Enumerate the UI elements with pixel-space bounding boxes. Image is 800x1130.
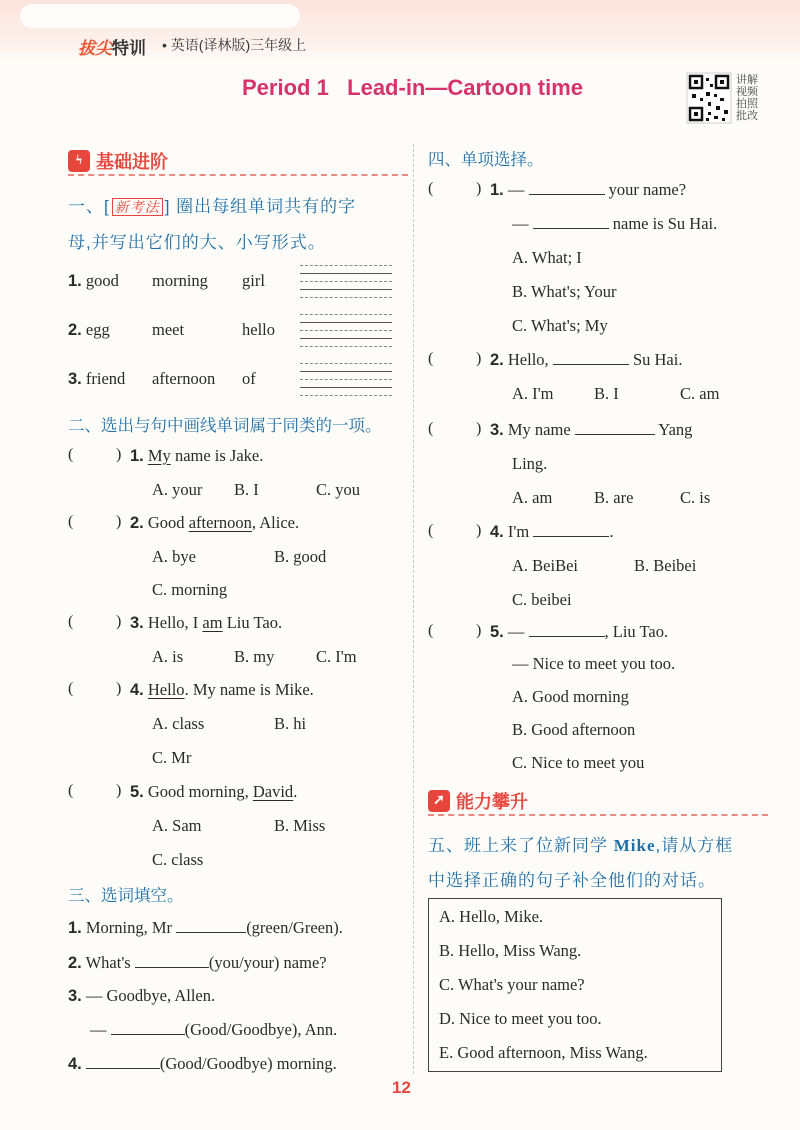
section-ability: ➚ 能力攀升 xyxy=(428,788,768,816)
blank-input[interactable] xyxy=(529,622,605,637)
qr-code-icon[interactable] xyxy=(686,72,732,124)
q1-title: 一、[ 新考法 ] 圈出每组单词共有的字 xyxy=(68,197,357,216)
option-c: C. What's your name? xyxy=(439,975,585,994)
page-title: Period 1 Lead-in—Cartoon time xyxy=(242,75,584,100)
q3-line-1: 1. Morning, Mr (green/Green). xyxy=(68,918,343,937)
blank-input[interactable] xyxy=(111,1020,185,1035)
q4-title: 四、单项选择。 xyxy=(428,151,544,169)
page-number: 12 xyxy=(392,1078,411,1097)
header-pill xyxy=(20,4,300,28)
blank-input[interactable] xyxy=(575,420,655,435)
lightning-icon: ϟ xyxy=(68,150,90,172)
blank-input[interactable] xyxy=(533,522,609,537)
q3-line-3: 3. — Goodbye, Allen. xyxy=(68,986,216,1005)
book-subtitle: • 英语(译林版)三年级上 xyxy=(162,37,307,53)
q5-title: 五、班上来了位新同学 Mike,请从方框 xyxy=(428,836,734,855)
rocket-icon: ➚ xyxy=(428,790,450,812)
blank-input[interactable] xyxy=(135,953,209,968)
new-method-tag: 新考法 xyxy=(112,198,163,216)
option-b: B. Hello, Miss Wang. xyxy=(439,941,582,960)
section-basic: ϟ 基础进阶 xyxy=(68,148,408,176)
q2-title: 二、选出与句中画线单词属于同类的一项。 xyxy=(68,417,382,435)
answer-lines-2[interactable] xyxy=(300,307,392,347)
q3-line-2: 2. What's (you/your) name? xyxy=(68,953,327,972)
q4-item-1: ( ) 1. — your name? — name is Su Hai. A. What; I B. What's; Your C. What's; My xyxy=(428,180,718,335)
q1-title-line2: 母,并写出它们的大、小写形式。 xyxy=(68,233,326,252)
option-e: E. Good afternoon, Miss Wang. xyxy=(439,1043,648,1062)
option-a: A. Hello, Mike. xyxy=(439,907,544,926)
brand-logo: 拔尖特训 xyxy=(78,39,146,58)
q1-row-2: 2. egg meet hello xyxy=(68,320,275,339)
answer-lines-1[interactable] xyxy=(300,258,392,298)
column-divider xyxy=(413,144,414,1074)
qr-label: 讲解视频拍照批改 xyxy=(736,74,758,122)
q1-row-3: 3. friend afternoon of xyxy=(68,369,256,388)
blank-input[interactable] xyxy=(533,214,609,229)
q5-title-line2: 中选择正确的句子补全他们的对话。 xyxy=(428,871,716,890)
q3-line-4: 4. (Good/Goodbye) morning. xyxy=(68,1054,337,1073)
q3-line-3b: — (Good/Goodbye), Ann. xyxy=(90,1020,338,1039)
blank-input[interactable] xyxy=(553,350,629,365)
answer-lines-3[interactable] xyxy=(300,356,392,396)
q3-title: 三、选词填空。 xyxy=(68,887,184,905)
options-box xyxy=(428,898,722,1072)
option-d: D. Nice to meet you too. xyxy=(439,1009,602,1028)
q1-row-1: 1. good morning girl xyxy=(68,271,265,290)
blank-input[interactable] xyxy=(529,180,605,195)
blank-input[interactable] xyxy=(176,918,246,933)
blank-input[interactable] xyxy=(86,1054,160,1069)
